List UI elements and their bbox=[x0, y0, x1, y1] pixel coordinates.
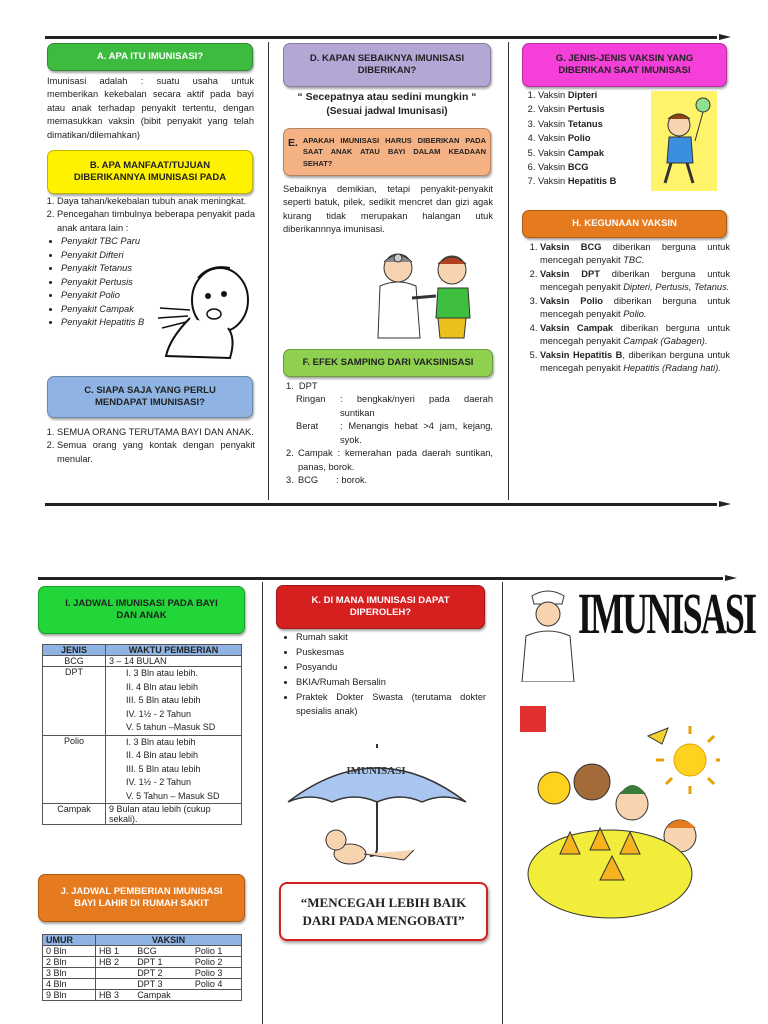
section-e-title: APAKAH IMUNISASI HARUS DIBERIKAN PADA SAAT ANAK ATAU BAYI DALAM KEADAAN SEHAT? bbox=[302, 136, 486, 168]
f-bcg: BCG : borok. bbox=[298, 475, 368, 486]
nurse-illustration bbox=[518, 586, 578, 682]
col-jenis: JENIS bbox=[43, 645, 106, 656]
f-berat-line bbox=[286, 420, 493, 447]
f-berat: : Menangis hebat >4 jam, kejang, syok. bbox=[340, 421, 493, 445]
disease-item: • Penyakit Polio bbox=[61, 289, 255, 302]
section-d-title-1: D. KAPAN SEBAIKNYA IMUNISASI bbox=[309, 52, 465, 64]
section-h-header bbox=[522, 210, 727, 238]
cover-title: IMUNISASI bbox=[578, 581, 756, 646]
vaccine-item: 3. Vaksin Tetanus bbox=[538, 117, 644, 131]
section-g-title-1: G. JENIS-JENIS VAKSIN YANG bbox=[555, 52, 694, 64]
section-a-header bbox=[47, 43, 253, 71]
section-c-item-2: 2. Semua orang yang kontak dengan penyakit menular. bbox=[57, 439, 255, 466]
section-g-header bbox=[522, 43, 727, 87]
child-balloon-illustration bbox=[651, 91, 717, 191]
vaccine-item: 7. Vaksin Hepatitis B bbox=[538, 174, 644, 188]
immunization-schedule-table bbox=[42, 644, 242, 825]
table-row: 4 Bln DPT 3 Polio 4 bbox=[43, 979, 242, 990]
column-divider-1 bbox=[268, 42, 269, 500]
section-j-header bbox=[38, 874, 245, 922]
section-h-body bbox=[524, 241, 730, 376]
col-waktu: WAKTU PEMBERIAN bbox=[106, 645, 242, 656]
section-c-title-2: MENDAPAT IMUNISASI? bbox=[95, 397, 205, 408]
section-d-quote: “ Secepatnya atau sedini mungkin “ bbox=[297, 91, 477, 103]
section-k-body bbox=[280, 630, 486, 719]
location-item: • Rumah sakit bbox=[296, 630, 486, 645]
section-e-text: Sebaiknya demikian, tetapi penyakit-penyakit seperti batuk, pilek, sedikit mencret dan gizi agak kurang tidak merupakan halangan utuk diberikannnya imunisasi. bbox=[283, 184, 493, 235]
table-header-row bbox=[43, 935, 242, 946]
f-dpt-line: 1. DPT bbox=[286, 381, 318, 391]
vaccine-item: 4. Vaksin Polio bbox=[538, 131, 644, 145]
section-g-title-2: DIBERIKAN SAAT IMUNISASI bbox=[558, 65, 691, 76]
doctor-child-illustration bbox=[372, 246, 482, 342]
section-j-title-1: J. JADWAL PEMBERIAN IMUNISASI bbox=[60, 885, 223, 897]
section-b-title-2: DIBERIKANNYA IMUNISASI PADA bbox=[73, 172, 227, 183]
column-divider-2 bbox=[508, 42, 509, 500]
table-row: Campak 9 Bulan atau lebih (cukup sekali). bbox=[43, 804, 242, 825]
f-dpt: DPT bbox=[298, 381, 318, 391]
table-row: Polio I. 3 Bln atau lebih II. 4 Bln atau lebih III. 5 Bln atau lebih IV. 1½ - 2 Tahun V. 5 Tahun – Masuk SD bbox=[43, 735, 242, 804]
hospital-schedule-table bbox=[42, 934, 242, 1001]
table-row: 9 Bln HB 3 Campak bbox=[43, 990, 242, 1001]
table-row: 2 Bln HB 2 DPT 1 Polio 2 bbox=[43, 957, 242, 968]
top-rule-upper bbox=[45, 36, 717, 39]
section-d-header bbox=[283, 43, 491, 87]
section-d-sub: (Sesuai jadwal Imunisasi) bbox=[326, 106, 448, 117]
section-b-header bbox=[47, 150, 253, 194]
disease-item: • Penyakit Campak bbox=[61, 303, 255, 316]
section-f-title: F. EFEK SAMPING DARI VAKSINISASI bbox=[302, 356, 474, 368]
section-k-title-2: DIPEROLEH? bbox=[349, 607, 412, 618]
slogan-line-2: DARI PADA MENGOBATI” bbox=[302, 912, 465, 928]
section-c-body bbox=[43, 426, 255, 466]
disease-item: • Penyakit Difteri bbox=[61, 249, 255, 262]
vaccine-use-item: 2. Vaksin DPT diberikan berguna untuk mencegah penyakit Dipteri, Pertusis, Tetanus. bbox=[540, 268, 730, 295]
table-row: 0 Bln HB 1 BCG Polio 1 bbox=[43, 946, 242, 957]
table-row: 3 Bln DPT 2 Polio 3 bbox=[43, 968, 242, 979]
vaccine-item: 2. Vaksin Pertusis bbox=[538, 102, 644, 116]
section-i-title-1: I. JADWAL IMUNISASI PADA BAYI bbox=[65, 597, 218, 609]
umbrella-label: IMUNISASI bbox=[346, 765, 406, 777]
section-c-header bbox=[47, 376, 253, 418]
vaccine-use-item: 5. Vaksin Hepatitis B, diberikan berguna untuk mencegah penyakit Hepatitis (Radang hati). bbox=[540, 349, 730, 376]
vaccine-item: 6. Vaksin BCG bbox=[538, 160, 644, 174]
f-ringan: : bengkak/nyeri pada daerah suntikan bbox=[340, 394, 493, 418]
f-campak: Campak : kemerahan pada daerah suntikan, panas, borok. bbox=[298, 448, 493, 472]
section-f-header bbox=[283, 349, 493, 377]
f-bcg-line: 3. BCG : borok. bbox=[286, 474, 493, 487]
table-header-row bbox=[43, 645, 242, 656]
section-b-list bbox=[43, 195, 255, 235]
coughing-child-illustration bbox=[150, 258, 256, 366]
location-list bbox=[280, 630, 486, 719]
section-e-label: E. bbox=[288, 137, 298, 149]
location-item: • BKIA/Rumah Bersalin bbox=[296, 675, 486, 690]
table-row: BCG 3 – 14 BULAN bbox=[43, 656, 242, 667]
slogan-box bbox=[279, 882, 488, 941]
disease-item: • Penyakit TBC Paru bbox=[61, 235, 255, 248]
location-item: • Praktek Dokter Swasta (terutama dokter spesialis anak) bbox=[296, 690, 486, 720]
col-vaksin: VAKSIN bbox=[96, 935, 242, 946]
section-d-title-2: DIBERIKAN? bbox=[357, 65, 417, 76]
vaccine-item: 5. Vaksin Campak bbox=[538, 146, 644, 160]
section-b-title-1: B. APA MANFAAT/TUJUAN bbox=[89, 159, 211, 171]
section-g-body bbox=[524, 88, 644, 189]
location-item: • Posyandu bbox=[296, 660, 486, 675]
vaccine-use-item: 4. Vaksin Campak diberikan berguna untuk mencegah penyakit Campak (Gabagen). bbox=[540, 322, 730, 349]
disease-item: • Penyakit Hepatitis B bbox=[61, 316, 255, 329]
vaccine-list bbox=[524, 88, 644, 189]
bottom-divider-2 bbox=[502, 582, 503, 1024]
location-item: • Puskesmas bbox=[296, 645, 486, 660]
umbrella-baby-illustration bbox=[284, 744, 470, 872]
f-ringan-label: Ringan bbox=[296, 394, 326, 405]
section-h-title: H. KEGUNAAN VAKSIN bbox=[572, 217, 677, 229]
top-rule-lower bbox=[45, 503, 717, 506]
section-e-header bbox=[283, 128, 491, 176]
section-k-header bbox=[276, 585, 485, 629]
vaccine-use-list bbox=[524, 241, 730, 376]
section-a-title: A. APA ITU IMUNISASI? bbox=[96, 50, 204, 62]
section-c-title-1: C. SIAPA SAJA YANG PERLU bbox=[84, 384, 216, 396]
section-b-item-1: 1. Daya tahan/kekebalan tubuh anak meningkat. bbox=[57, 195, 255, 208]
bottom-divider-1 bbox=[262, 582, 263, 1024]
col-umur: UMUR bbox=[43, 935, 96, 946]
vaccine-use-item: 1. Vaksin BCG diberikan berguna untuk mencegah penyakit TBC. bbox=[540, 241, 730, 268]
section-k-title-1: K. DI MANA IMUNISASI DAPAT bbox=[311, 594, 450, 606]
section-f-body bbox=[286, 380, 493, 488]
slogan-line-1: “MENCEGAH LEBIH BAIK bbox=[300, 894, 467, 910]
section-b-item-2: 2. Pencegahan timbulnya beberapa penyakit pada anak antara lain : bbox=[57, 208, 255, 235]
vaccine-use-item: 3. Vaksin Polio diberikan berguna untuk mencegah penyakit Polio. bbox=[540, 295, 730, 322]
vaccine-item: 1. Vaksin Dipteri bbox=[538, 88, 644, 102]
section-c-item-1: 1. SEMUA ORANG TERUTAMA BAYI DAN ANAK. bbox=[57, 426, 255, 439]
section-c-list bbox=[43, 426, 255, 466]
disease-item: • Penyakit Pertusis bbox=[61, 276, 255, 289]
section-i-title-2: DAN ANAK bbox=[116, 610, 167, 621]
disease-item: • Penyakit Tetanus bbox=[61, 262, 255, 275]
children-cake-illustration bbox=[520, 704, 720, 934]
f-berat-label: Berat bbox=[296, 421, 319, 432]
section-i-header bbox=[38, 586, 245, 634]
section-a-text: Imunisasi adalah : suatu usaha untuk memberikan kekebalan secara aktif pada bayi atau anak terhadap penyakit tertentu, dengan memasukkan vaksin (bibit penyakit yang telah dimatikan/dilemahkan) bbox=[47, 76, 254, 140]
f-campak-line: 2. Campak : kemerahan pada daerah suntikan, panas, borok. bbox=[286, 447, 493, 474]
section-j-title-2: BAYI LAHIR DI RUMAH SAKIT bbox=[74, 898, 209, 909]
table-row: DPT I. 3 Bln atau lebih. II. 4 Bln atau lebih III. 5 Bln atau lebih IV. 1½ - 2 Tahun V. 5 tahun –Masuk SD bbox=[43, 667, 242, 736]
f-ringan-line bbox=[286, 393, 493, 420]
